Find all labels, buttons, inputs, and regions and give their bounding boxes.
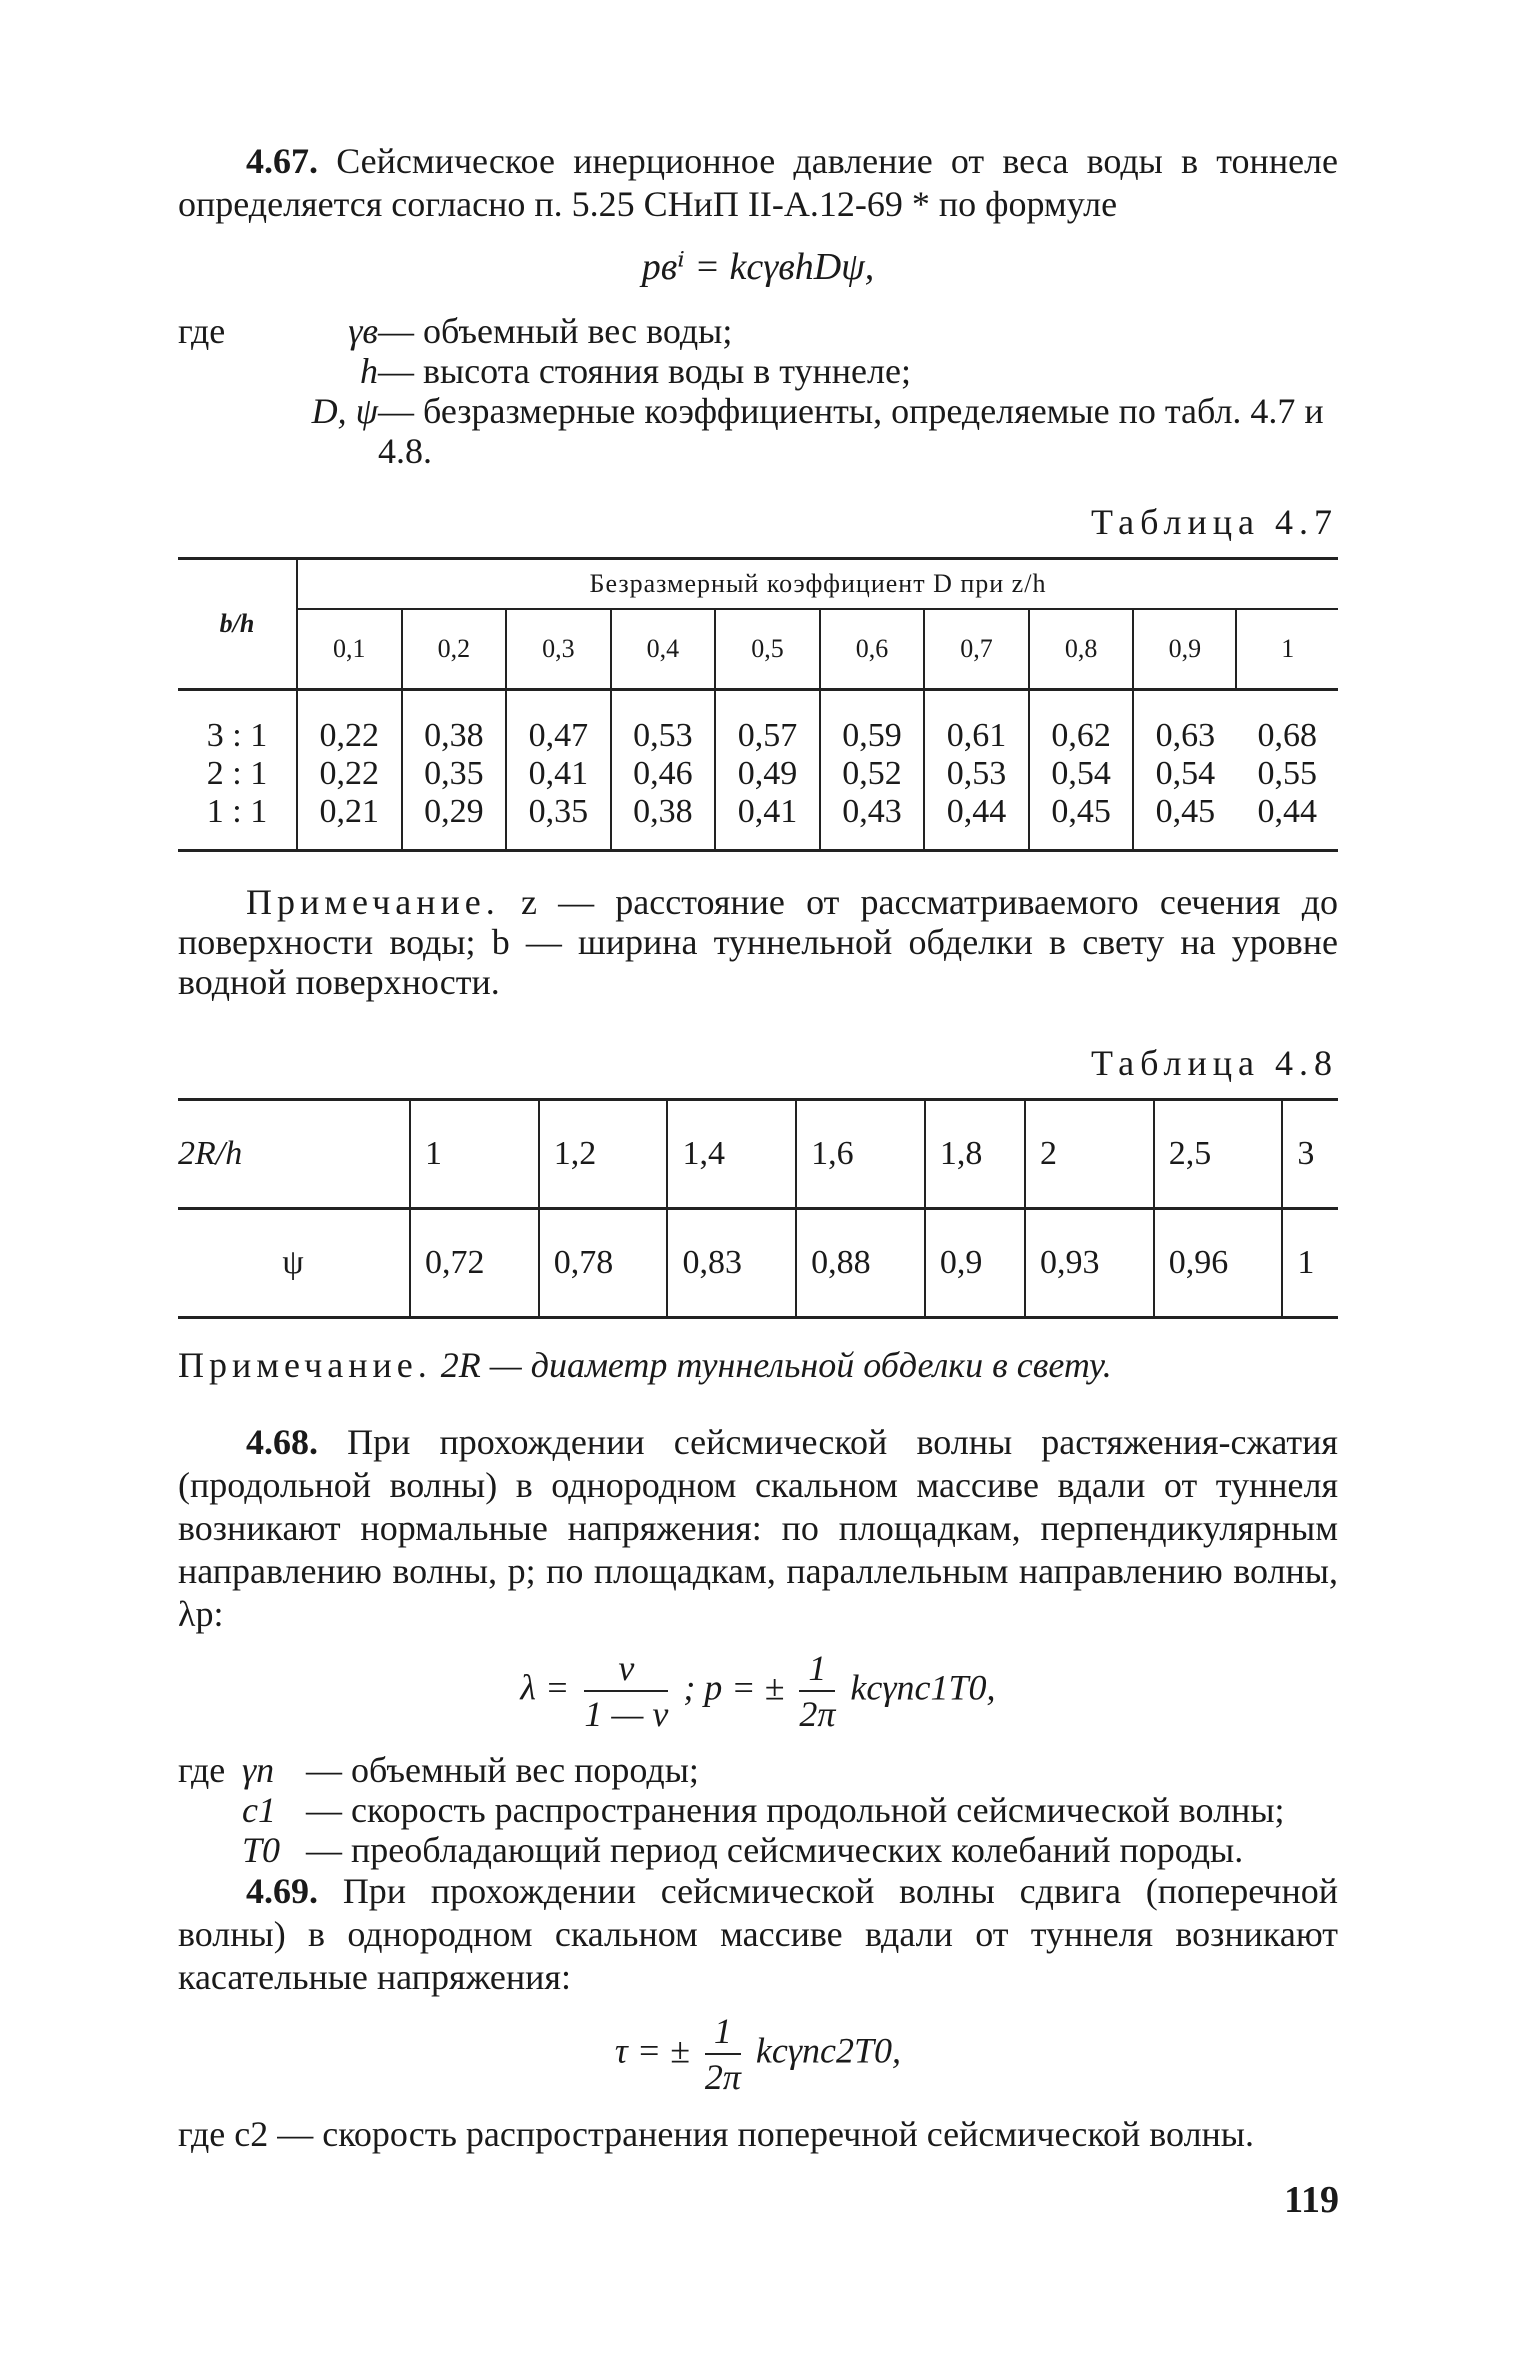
group-header: Безразмерный коэффициент D при z/h bbox=[297, 559, 1338, 610]
col-header: 1 bbox=[1236, 609, 1338, 690]
col-header: 0,1 bbox=[333, 634, 366, 663]
table-cell: 0,68 0,55 0,44 bbox=[1257, 717, 1317, 830]
formula-lambda-p: λ = $\frac{\nu}{1 — \nu}$ ; p = ± $\frac{1}{2\pi}$ kcγпc1T0, bbox=[520, 1648, 996, 1734]
definition-row: c1 — скорость распространения продольной сейсмической волны; bbox=[242, 1790, 1285, 1830]
definition-row: где γв — объемный вес воды; bbox=[178, 311, 733, 351]
table-4-7 bbox=[178, 557, 1338, 852]
section-4-67: 4.67. Сейсмическое инерционное давление от веса воды в тоннеле определяется согласно п. 5.25 СНиП II-А.12-69 * по формуле bbox=[178, 141, 1339, 224]
table-4-8-caption: Таблица 4.8 bbox=[1091, 1043, 1338, 1083]
table-cell: 0,38 0,35 0,29 bbox=[402, 690, 507, 851]
page-number: 119 bbox=[1284, 2179, 1339, 2221]
row-header: b/h bbox=[178, 559, 297, 690]
table-cell: 0,47 0,41 0,35 bbox=[506, 690, 611, 851]
formula-pressure: pвⁱ = kcγвhDψ, bbox=[641, 246, 875, 288]
definition-row: T0 — преобладающий период сейсмических колебаний породы. bbox=[242, 1830, 1244, 1870]
table-4-8-note: Примечание. 2R — диаметр туннельной обделки в свету. bbox=[178, 1345, 1112, 1385]
definition-row: где γп — объемный вес породы; bbox=[178, 1750, 699, 1790]
page-content bbox=[178, 140, 1338, 2156]
definition-row: D, ψ — безразмерные коэффициенты, определяемые по табл. 4.7 и 4.8. bbox=[311, 391, 1324, 471]
row-labels: 3 : 1 2 : 1 1 : 1 bbox=[178, 690, 297, 851]
col-header: 0,8 bbox=[1029, 609, 1134, 690]
definitions-4-68 bbox=[178, 1750, 1338, 1870]
table-cell: 0,62 0,54 0,45 bbox=[1029, 690, 1134, 851]
col-header: 0,2 bbox=[402, 609, 507, 690]
section-4-68: 4.68. При прохождении сейсмической волны растяжения-сжатия (продольной волны) в однородном скальном массиве вдали от туннеля возникают нормальные напряжения: по площадкам, перпендикулярным направлению волны, p; по площадкам, параллельным направлению волны, λp: bbox=[178, 1422, 1338, 1634]
table-4-7-caption: Таблица 4.7 bbox=[1091, 502, 1338, 542]
table-cell: 0,53 0,46 0,38 bbox=[611, 690, 716, 851]
col-header: 0,9 bbox=[1133, 609, 1236, 690]
col-header: 0,4 bbox=[611, 609, 716, 690]
table-4-7-note: Примечание. z — расстояние от рассматриваемого сечения до поверхности воды; b — ширина туннельной обделки в свету на уровне водной поверхности. bbox=[178, 882, 1339, 1002]
col-header: 0,6 bbox=[820, 609, 925, 690]
table-row: 2R/h 1 1,2 1,4 1,6 1,8 2 2,5 3 bbox=[178, 1100, 1338, 1209]
table-cell: 0,22 0,22 0,21 bbox=[319, 717, 380, 830]
definition-row: h — высота стояния воды в туннеле; bbox=[360, 351, 911, 391]
table-body bbox=[178, 690, 1338, 851]
table-cell: 0,63 0,54 0,45 bbox=[1133, 690, 1236, 851]
section-4-69: 4.69. При прохождении сейсмической волны сдвига (поперечной волны) в однородном скальном массиве вдали от туннеля возникают касательные напряжения: bbox=[178, 1871, 1338, 1997]
table-cell: 0,57 0,49 0,41 bbox=[715, 690, 820, 851]
col-header: 0,7 bbox=[924, 609, 1029, 690]
table-row: ψ 0,72 0,78 0,83 0,88 0,9 0,93 0,96 1 bbox=[178, 1209, 1338, 1318]
definitions-4-67 bbox=[178, 311, 1338, 471]
table-cell: 0,61 0,53 0,44 bbox=[924, 690, 1029, 851]
definition-c2: где c2 — скорость распространения поперечной сейсмической волны. bbox=[178, 2114, 1254, 2154]
formula-tau: τ = ± $\frac{1}{2\pi}$ kcγпc2T0, bbox=[614, 2011, 902, 2097]
table-cell: 0,59 0,52 0,43 bbox=[820, 690, 925, 851]
col-header: 0,5 bbox=[715, 609, 820, 690]
table-4-8 bbox=[178, 1098, 1338, 1319]
col-header: 0,3 bbox=[506, 609, 611, 690]
